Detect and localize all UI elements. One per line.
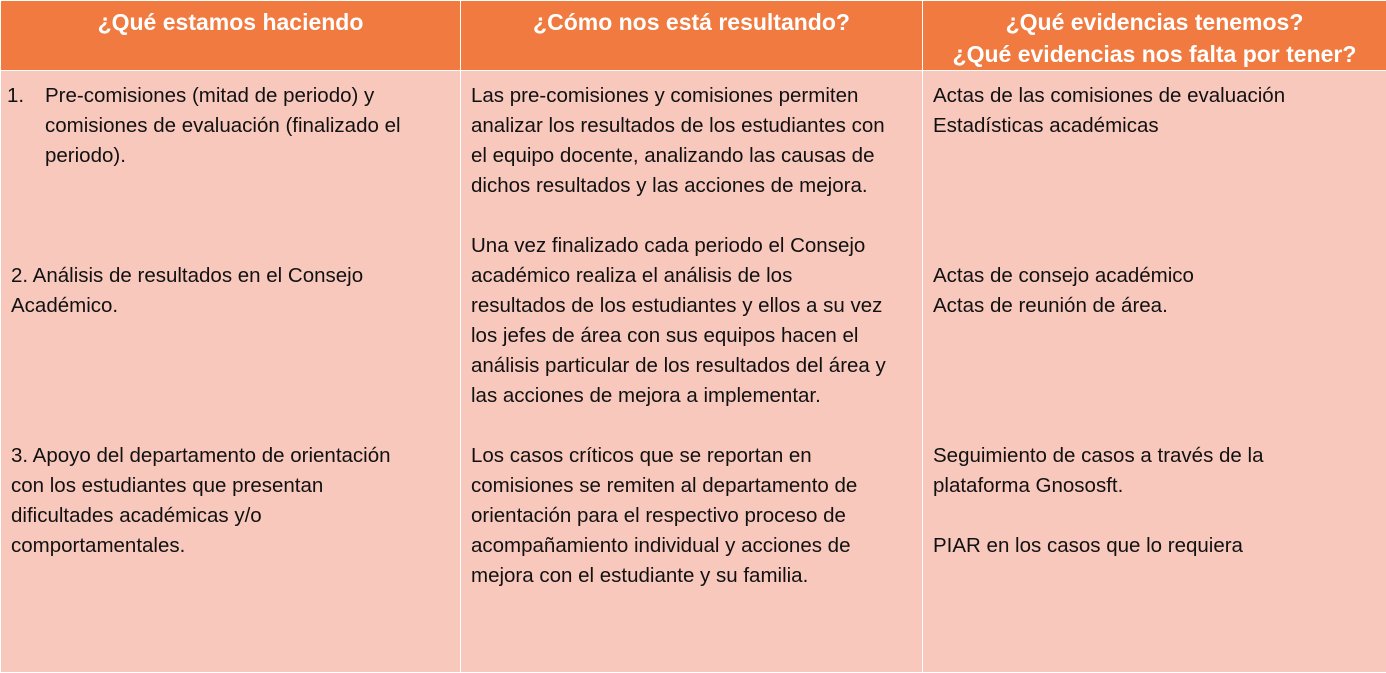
list-item — [7, 261, 452, 321]
header-what-doing — [1, 1, 461, 71]
text-line: Las pre-comisiones y comisiones permiten — [471, 84, 859, 107]
text-line: orientación para el respectivo proceso de — [471, 504, 846, 527]
header-line: ¿Cómo nos está resultando? — [533, 9, 850, 35]
paragraph — [933, 531, 1378, 561]
text-line: 3. Apoyo del departamento de orientación — [11, 444, 391, 467]
text-line: las acciones de mejora a implementar. — [471, 384, 821, 407]
text-line: Actas de reunión de área. — [933, 294, 1168, 317]
header-evidence — [923, 1, 1386, 71]
text-line: acompañamiento individual y acciones de — [471, 534, 851, 557]
text-line: Seguimiento de casos a través de la — [933, 444, 1264, 467]
list-item — [7, 441, 452, 561]
text-line: Actas de las comisiones de evaluación — [933, 84, 1286, 107]
text-line: académico realiza el análisis de los — [471, 264, 793, 287]
text-line: el equipo docente, analizando las causas de — [471, 144, 875, 167]
text-line: Los casos críticos que se reportan en — [471, 444, 812, 467]
cell-results — [461, 71, 923, 673]
text-line: comisiones se remiten al departamento de — [471, 474, 858, 497]
header-how-going — [461, 1, 923, 71]
list-item — [7, 81, 452, 171]
text-line: Pre-comisiones (mitad de periodo) y — [45, 84, 375, 107]
paragraph — [933, 441, 1378, 501]
text-line: análisis particular de los resultados del área y — [471, 354, 886, 377]
table-row — [1, 71, 1386, 673]
text-line: Actas de consejo académico — [933, 264, 1194, 287]
paragraph — [933, 261, 1378, 321]
text-line: Estadísticas académicas — [933, 114, 1159, 137]
header-line: ¿Qué evidencias tenemos? — [1005, 9, 1304, 35]
text-line: dichos resultados y las acciones de mejora. — [471, 174, 868, 197]
text-line: comportamentales. — [11, 534, 186, 557]
text-line: dificultades académicas y/o — [11, 504, 262, 527]
cell-actions — [1, 71, 461, 673]
header-row — [1, 1, 1386, 71]
header-line: ¿Qué evidencias nos falta por tener? — [952, 41, 1357, 67]
paragraph — [471, 81, 914, 201]
paragraph — [471, 231, 914, 411]
text-line: plataforma Gnososft. — [933, 474, 1124, 497]
text-line: mejora con el estudiante y su familia. — [471, 564, 809, 587]
text-line: resultados de los estudiantes y ellos a su vez — [471, 294, 883, 317]
item-text — [45, 81, 401, 171]
text-line: comisiones de evaluación (finalizado el — [45, 114, 401, 137]
text-line: los jefes de área con sus equipos hacen el — [471, 324, 859, 347]
item-number: 1. — [7, 84, 25, 107]
paragraph — [933, 81, 1378, 141]
text-line: analizar los resultados de los estudiantes con — [471, 114, 885, 137]
paragraph — [471, 441, 914, 591]
cell-evidence — [923, 71, 1386, 673]
text-line: 2. Análisis de resultados en el Consejo — [11, 264, 364, 287]
header-line: ¿Qué estamos haciendo — [97, 9, 364, 35]
text-line: con los estudiantes que presentan — [11, 474, 324, 497]
text-line: Una vez finalizado cada periodo el Consejo — [471, 234, 866, 257]
text-line: periodo). — [45, 144, 126, 167]
text-line: Académico. — [11, 294, 119, 317]
text-line: PIAR en los casos que lo requiera — [933, 534, 1243, 557]
